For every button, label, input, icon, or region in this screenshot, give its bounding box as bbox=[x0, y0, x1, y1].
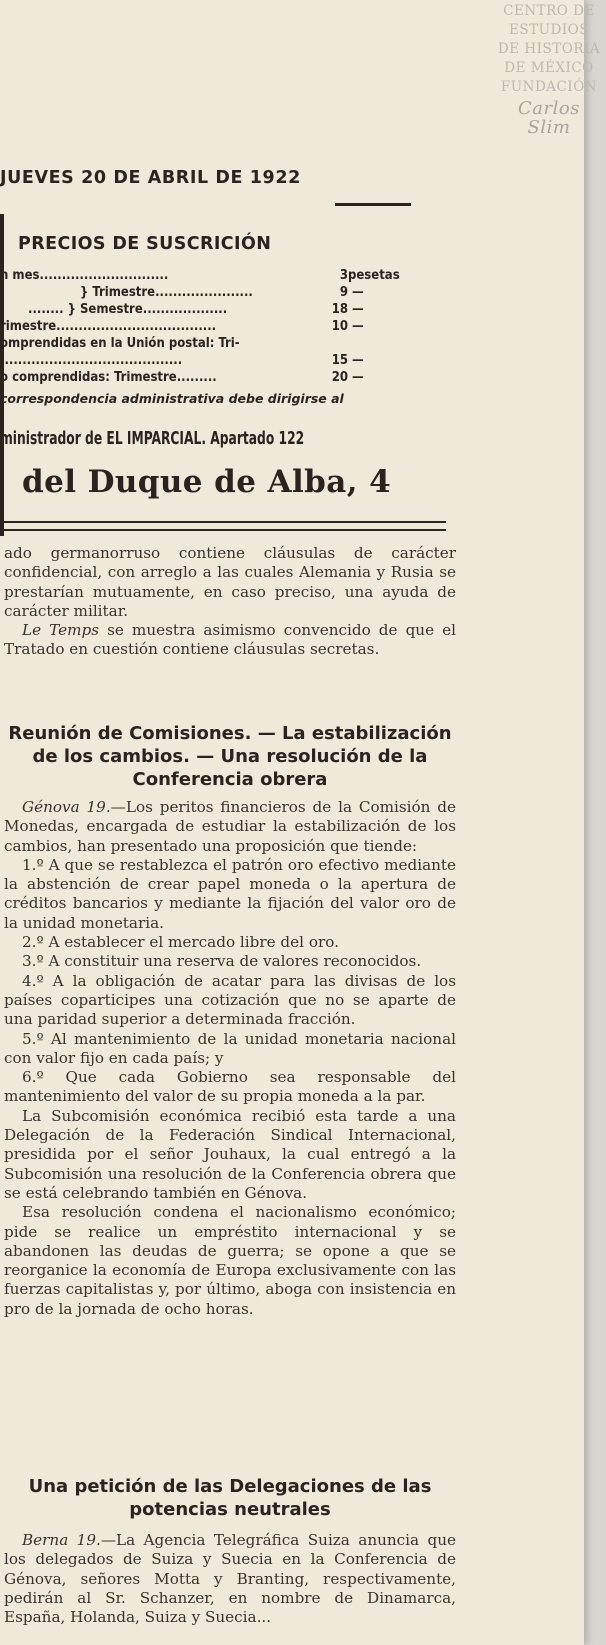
dateline: Génova 19. bbox=[22, 798, 111, 816]
price-row bbox=[0, 285, 420, 303]
price-unit: — bbox=[352, 302, 364, 317]
price-value: 10 bbox=[331, 319, 348, 334]
subscription-title: PRECIOS DE SUSCRICIÓN bbox=[18, 234, 272, 254]
price-unit: — bbox=[352, 319, 364, 334]
list-item: 3.º A constituir una reserva de valores reconocidos. bbox=[22, 952, 422, 971]
watermark-line: DE HISTORIA bbox=[497, 41, 601, 57]
paragraph bbox=[4, 1531, 456, 1627]
paragraph: ado germanorruso contiene cláusulas de carácter confidencial, con arreglo a las cuales Alemania y Rusia se prestarían mutuamente, en caso preciso, una ayuda de carácter militar. bbox=[4, 544, 456, 620]
watermark-line: CENTRO DE bbox=[503, 3, 595, 19]
article-bern bbox=[4, 1531, 456, 1627]
price-label: omprendidas en la Unión postal: Tri- bbox=[0, 336, 240, 351]
ornament-divider bbox=[335, 203, 411, 212]
list-item: 6.º Que cada Gobierno sea responsable del mantenimiento del valor de su propia moneda a la par. bbox=[4, 1068, 456, 1106]
article-genoa bbox=[4, 798, 456, 1319]
price-row bbox=[0, 268, 420, 286]
price-label: n mes............................. bbox=[0, 268, 169, 283]
price-value: 20 bbox=[331, 370, 348, 385]
paragraph: La Subcomisión económica recibió esta tarde a una Delegación de la Federación Sindical Internacional, presidida por el señor Jouhaux, la cual entregó a la Subcomisión una resolución de la Conferencia obrera que se está celebrando también en Génova. bbox=[4, 1106, 456, 1202]
paragraph-text: se muestra asimismo convencido de que el Tratado en cuestión contiene cláusulas secretas. bbox=[4, 621, 456, 659]
price-label: rimestre.................................... bbox=[0, 319, 217, 334]
paragraph bbox=[4, 621, 456, 660]
price-label: o comprendidas: Trimestre......... bbox=[0, 370, 217, 385]
paragraph bbox=[4, 798, 456, 856]
price-label: ......................................... bbox=[0, 353, 183, 368]
source-name: Le Temps bbox=[22, 621, 99, 640]
headline-commissions: Reunión de Comisiones. — La estabilización de los cambios. — Una resolución de la Conferencia obrera bbox=[8, 723, 452, 790]
list-item: 4.º A la obligación de acatar para las divisas de los países coparticipes una cotización que no se aparte de una paridad superior a determinada fracción. bbox=[4, 971, 456, 1029]
price-row bbox=[0, 336, 420, 354]
admin-name: ministrador de EL IMPARCIAL. Apartado 122 bbox=[0, 429, 305, 449]
price-row bbox=[0, 353, 420, 371]
office-address: del Duque de Alba, 4 bbox=[22, 464, 392, 500]
price-unit: — bbox=[352, 370, 364, 385]
paragraph-text: —La Agencia Telegráfica Suiza anuncia que los delegados de Suiza y Suecia en la Conferencia de Génova, señores Motta y Branting, respectivamente, pedirán al Sr. Schanzer, en nombre de Dinamarca, España, Holanda, Suiza y Suecia... bbox=[4, 1531, 456, 1627]
headline-neutral-powers: Una petición de las Delegaciones de las potencias neutrales bbox=[28, 1476, 432, 1520]
watermark-signature: Carlos Slim bbox=[518, 98, 580, 138]
price-value: 3 bbox=[339, 268, 348, 283]
price-unit: — bbox=[352, 353, 364, 368]
paragraph: Esa resolución condena el nacionalismo económico; pide se realice un empréstito internacional y se abandonen las deudas de guerra; se opone a que se reorganice la economía de Europa exclusivamente con las fuerzas capitalistas y, por último, aboga con insistencia en pro de la jornada de ocho horas. bbox=[4, 1203, 456, 1318]
list-item: 5.º Al mantenimiento de la unidad monetaria nacional con valor fijo en cada país; y bbox=[4, 1029, 456, 1067]
admin-note: correspondencia administrativa debe dirigirse al bbox=[0, 391, 344, 406]
price-unit: — bbox=[352, 285, 364, 300]
watermark-line: FUNDACIÓN bbox=[500, 79, 598, 95]
paragraph-text: —Los peritos financieros de la Comisión de Monedas, encargada de estudiar la estabilización de los cambios, han presentado una proposición que tiende: bbox=[4, 798, 456, 855]
article-continuation bbox=[4, 544, 456, 660]
price-row bbox=[0, 319, 420, 337]
price-row bbox=[0, 370, 420, 388]
list-item: 1.º A que se restablezca el patrón oro efectivo mediante la abstención de crear papel moneda o la apertura de créditos bancarios y mediante la fijación del valor oro de la unidad monetaria. bbox=[4, 855, 456, 932]
masthead-date: JUEVES 20 DE ABRIL DE 1922 bbox=[0, 168, 301, 188]
price-row bbox=[0, 302, 420, 320]
watermark-line: DE MÉXICO bbox=[504, 60, 594, 76]
price-value: 15 bbox=[331, 353, 348, 368]
divider-rule bbox=[0, 521, 446, 523]
price-value: 9 bbox=[339, 285, 348, 300]
archive-watermark bbox=[494, 2, 604, 137]
price-value: 18 bbox=[331, 302, 348, 317]
price-label: ........ } Semestre................... bbox=[28, 302, 228, 317]
dateline: Berna 19. bbox=[22, 1531, 101, 1549]
price-label: } Trimestre...................... bbox=[80, 285, 253, 300]
list-item: 2.º A establecer el mercado libre del oro. bbox=[22, 933, 339, 952]
watermark-line: ESTUDIOS bbox=[509, 22, 589, 38]
divider-rule bbox=[0, 529, 446, 531]
price-unit: pesetas bbox=[348, 268, 400, 283]
